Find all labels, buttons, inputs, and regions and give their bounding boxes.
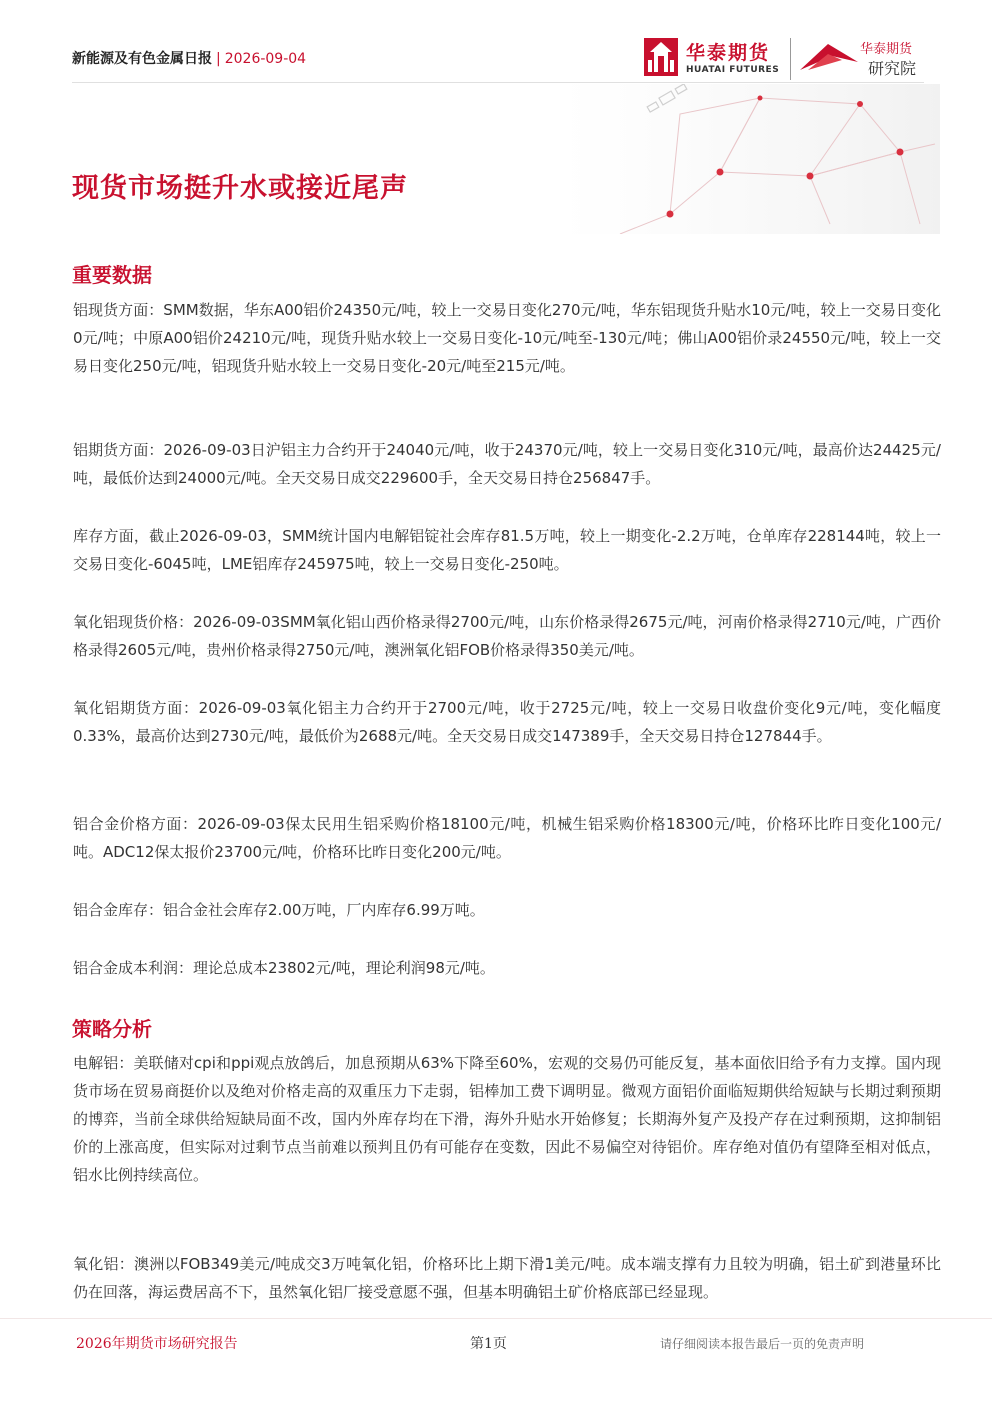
logo-area [640, 32, 930, 86]
paragraph-alumina-futures: 氧化铝期货方面：2026-09-03氧化铝主力合约开于2700元/吨，收于2725元/吨，较上一交易日收盘价变化9元/吨，变化幅度0.33%，最高价达到2730元/吨，最低价为2688元/吨。全天交易日成交147389手，全天交易日持仓127844手。 [73, 699, 941, 745]
page-number: 第1页 [470, 1336, 507, 1352]
report-header [72, 48, 306, 68]
paragraph-alumina-spot: 氧化铝现货价格：2026-09-03SMM氧化铝山西价格录得2700元/吨，山东价格录得2675元/吨，河南价格录得2710元/吨，广西价格录得2605元/吨，贵州价格录得2750元/吨，澳洲氧化铝FOB价格录得350美元/吨。 [73, 613, 941, 659]
section-heading-strategy: 策略分析 [72, 1017, 152, 1041]
paragraph-alloy-profit: 铝合金成本利润：理论总成本23802元/吨，理论利润98元/吨。 [73, 959, 495, 977]
decorative-network-globe-icon [560, 84, 940, 234]
footer-divider [0, 1318, 992, 1319]
paragraph-aluminum-futures: 铝期货方面：2026-09-03日沪铝主力合约开于24040元/吨，收于24370元/吨，较上一交易日变化310元/吨，最高价达24425元/吨，最低价达到24000元/吨。全天交易日成交229600手，全天交易日持仓256847手。 [73, 441, 941, 487]
header-divider [72, 82, 924, 83]
paragraph-alumina-strategy: 氧化铝：澳洲以FOB349美元/吨成交3万吨氧化铝，价格环比上期下滑1美元/吨。成本端支撑有力且较为明确，铝土矿到港量环比仍在回落，海运费居高不下，虽然氧化铝厂接受意愿不强，但基本明确铝土矿价格底部已经显现。 [73, 1255, 941, 1301]
institute-name-bottom: 研究院 [868, 59, 917, 78]
institute-logo-icon [798, 40, 860, 72]
paragraph-alloy-inventory: 铝合金库存：铝合金社会库存2.00万吨，厂内库存6.99万吨。 [73, 901, 485, 919]
logo-divider [790, 38, 791, 80]
footer-disclaimer-note: 请仔细阅读本报告最后一页的免责声明 [660, 1337, 865, 1351]
logo-cn-text: 华泰期货 [686, 42, 771, 64]
report-date: 2026-09-04 [224, 51, 307, 67]
paragraph-alloy-price: 铝合金价格方面：2026-09-03保太民用生铝采购价格18100元/吨，机械生铝采购价格18300元/吨，价格环比昨日变化100元/吨。ADC12保太报价23700元/吨，价格环比昨日变化200元/吨。 [73, 815, 941, 861]
section-heading-key-data: 重要数据 [72, 263, 152, 287]
logo-en-text: HUATAI FUTURES [686, 65, 780, 75]
footer-report-title: 2026年期货市场研究报告 [76, 1336, 238, 1352]
paragraph-electrolytic-aluminum: 电解铝：美联储对cpi和ppi观点放鸽后，加息预期从63%下降至60%，宏观的交易仍可能反复，基本面依旧给予有力支撑。国内现货市场在贸易商挺价以及绝对价格走高的双重压力下走弱，铝棒加工费下调明显。微观方面铝价面临短期供给短缺与长期过剩预期的博弈，当前全球供给短缺局面不改，国内外库存均在下滑，海外升贴水开始修复；长期海外复产及投产存在过剩预期，这抑制铝价的上涨高度，但实际对过剩节点当前难以预判且仍有可能存在变数，因此不易偏空对待铝价。库存绝对值仍有望降至相对低点，铝水比例持续高位。 [73, 1054, 941, 1184]
paragraph-aluminum-spot: 铝现货方面：SMM数据，华东A00铝价24350元/吨，较上一交易日变化270元/吨，华东铝现货升贴水10元/吨，较上一交易日变化0元/吨；中原A00铝价24210元/吨，现货升贴水较上一交易日变化-10元/吨至-130元/吨；佛山A00铝价录24550元/吨，较上一交易日变化250元/吨，铝现货升贴水较上一交易日变化-20元/吨至215元/吨。 [73, 301, 941, 375]
header-separator: | [216, 51, 221, 67]
institute-name-top: 华泰期货 [860, 42, 913, 57]
page-title: 现货市场挺升水或接近尾声 [72, 173, 408, 204]
huatai-logo-icon [644, 38, 678, 76]
paragraph-inventory: 库存方面，截止2026-09-03，SMM统计国内电解铝锭社会库存81.5万吨，较上一期变化-2.2万吨，仓单库存228144吨，较上一交易日变化-6045吨，LME铝库存245975吨，较上一交易日变化-250吨。 [73, 527, 941, 573]
report-name: 新能源及有色金属日报 [72, 51, 212, 67]
